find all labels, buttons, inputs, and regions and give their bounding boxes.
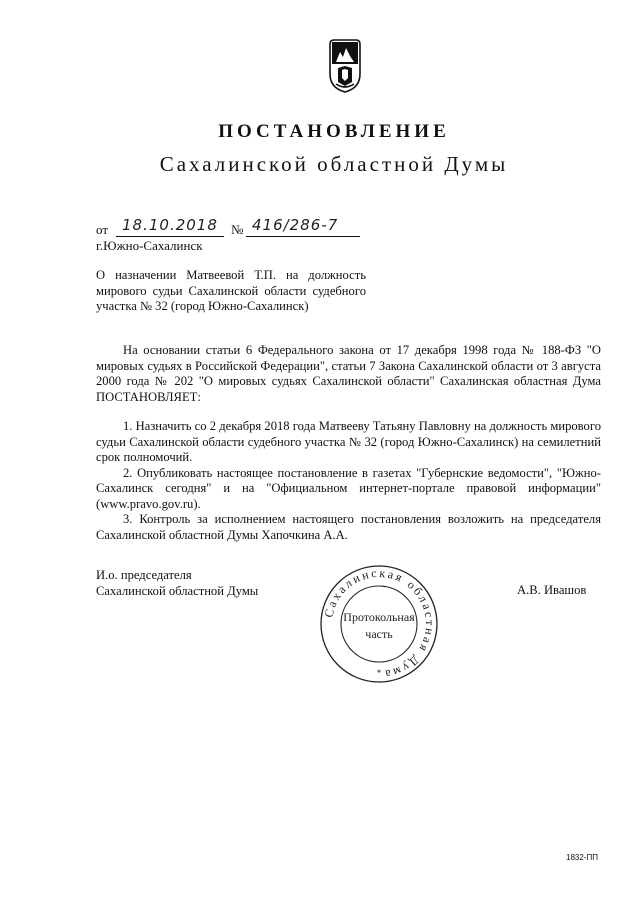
city-label: г.Южно-Сахалинск bbox=[96, 238, 203, 253]
preamble-paragraph bbox=[96, 343, 601, 405]
handwritten-number: 416/286-7 bbox=[252, 216, 339, 234]
resolution-item-1: 1. Назначить со 2 декабря 2018 года Матвееву Татьяну Павловну на должность мирового судьи Сахалинской области судебного участка № 32 (город Южно-Сахалинск) на семилетний срок полномочий. bbox=[96, 419, 601, 464]
document-code: 1832-ПП bbox=[566, 853, 598, 862]
stamp-center-line2: часть bbox=[365, 627, 393, 641]
resolution-item-2: 2. Опубликовать настоящее постановление в газетах "Губернские ведомости", "Южно-Сахалинск сегодня" и на "Официальном интернет-портале правовой информации" (www.pravo.gov.ru). bbox=[96, 465, 601, 511]
official-stamp bbox=[318, 563, 440, 685]
handwritten-date: 18.10.2018 bbox=[122, 216, 218, 234]
date-prefix: от bbox=[96, 222, 109, 237]
coat-of-arms-emblem bbox=[328, 38, 362, 94]
document-subtitle: Сахалинской областной Думы bbox=[159, 152, 509, 176]
stamp-ring-text: Сахалинская областная Дума bbox=[321, 565, 438, 682]
signatory-name: А.В. Ивашов bbox=[517, 583, 587, 597]
document-subject: О назначении Матвеевой Т.П. на должность мирового судьи Сахалинской области судебного участка № 32 (город Южно-Сахалинск) bbox=[96, 268, 366, 313]
signatory-title-line1: И.о. председателя bbox=[96, 568, 192, 582]
signatory-title bbox=[96, 568, 258, 599]
resolution-item-3: 3. Контроль за исполнением настоящего постановления возложить на председателя Сахалинской областной Думы Хапочкина А.А. bbox=[96, 512, 601, 542]
document-title: ПОСТАНОВЛЕНИЕ bbox=[218, 121, 450, 142]
signatory-title-line2: Сахалинской областной Думы bbox=[96, 583, 259, 598]
number-prefix: № bbox=[231, 222, 244, 237]
resolution-items bbox=[96, 419, 601, 543]
stamp-star-icon: * bbox=[376, 668, 382, 678]
preamble-text: На основании статьи 6 Федерального закона от 17 декабря 1998 года № 188-ФЗ "О мировых судьях в Российской Федерации", статьи 7 Закона Сахалинской области от 3 августа 2000 года № 202 "О мировых судьях Сахалинской области" Сахалинская областная Дума ПОСТАНОВЛЯЕТ: bbox=[96, 343, 601, 404]
date-number-line bbox=[96, 216, 376, 239]
stamp-center-line1: Протокольная bbox=[343, 610, 415, 624]
